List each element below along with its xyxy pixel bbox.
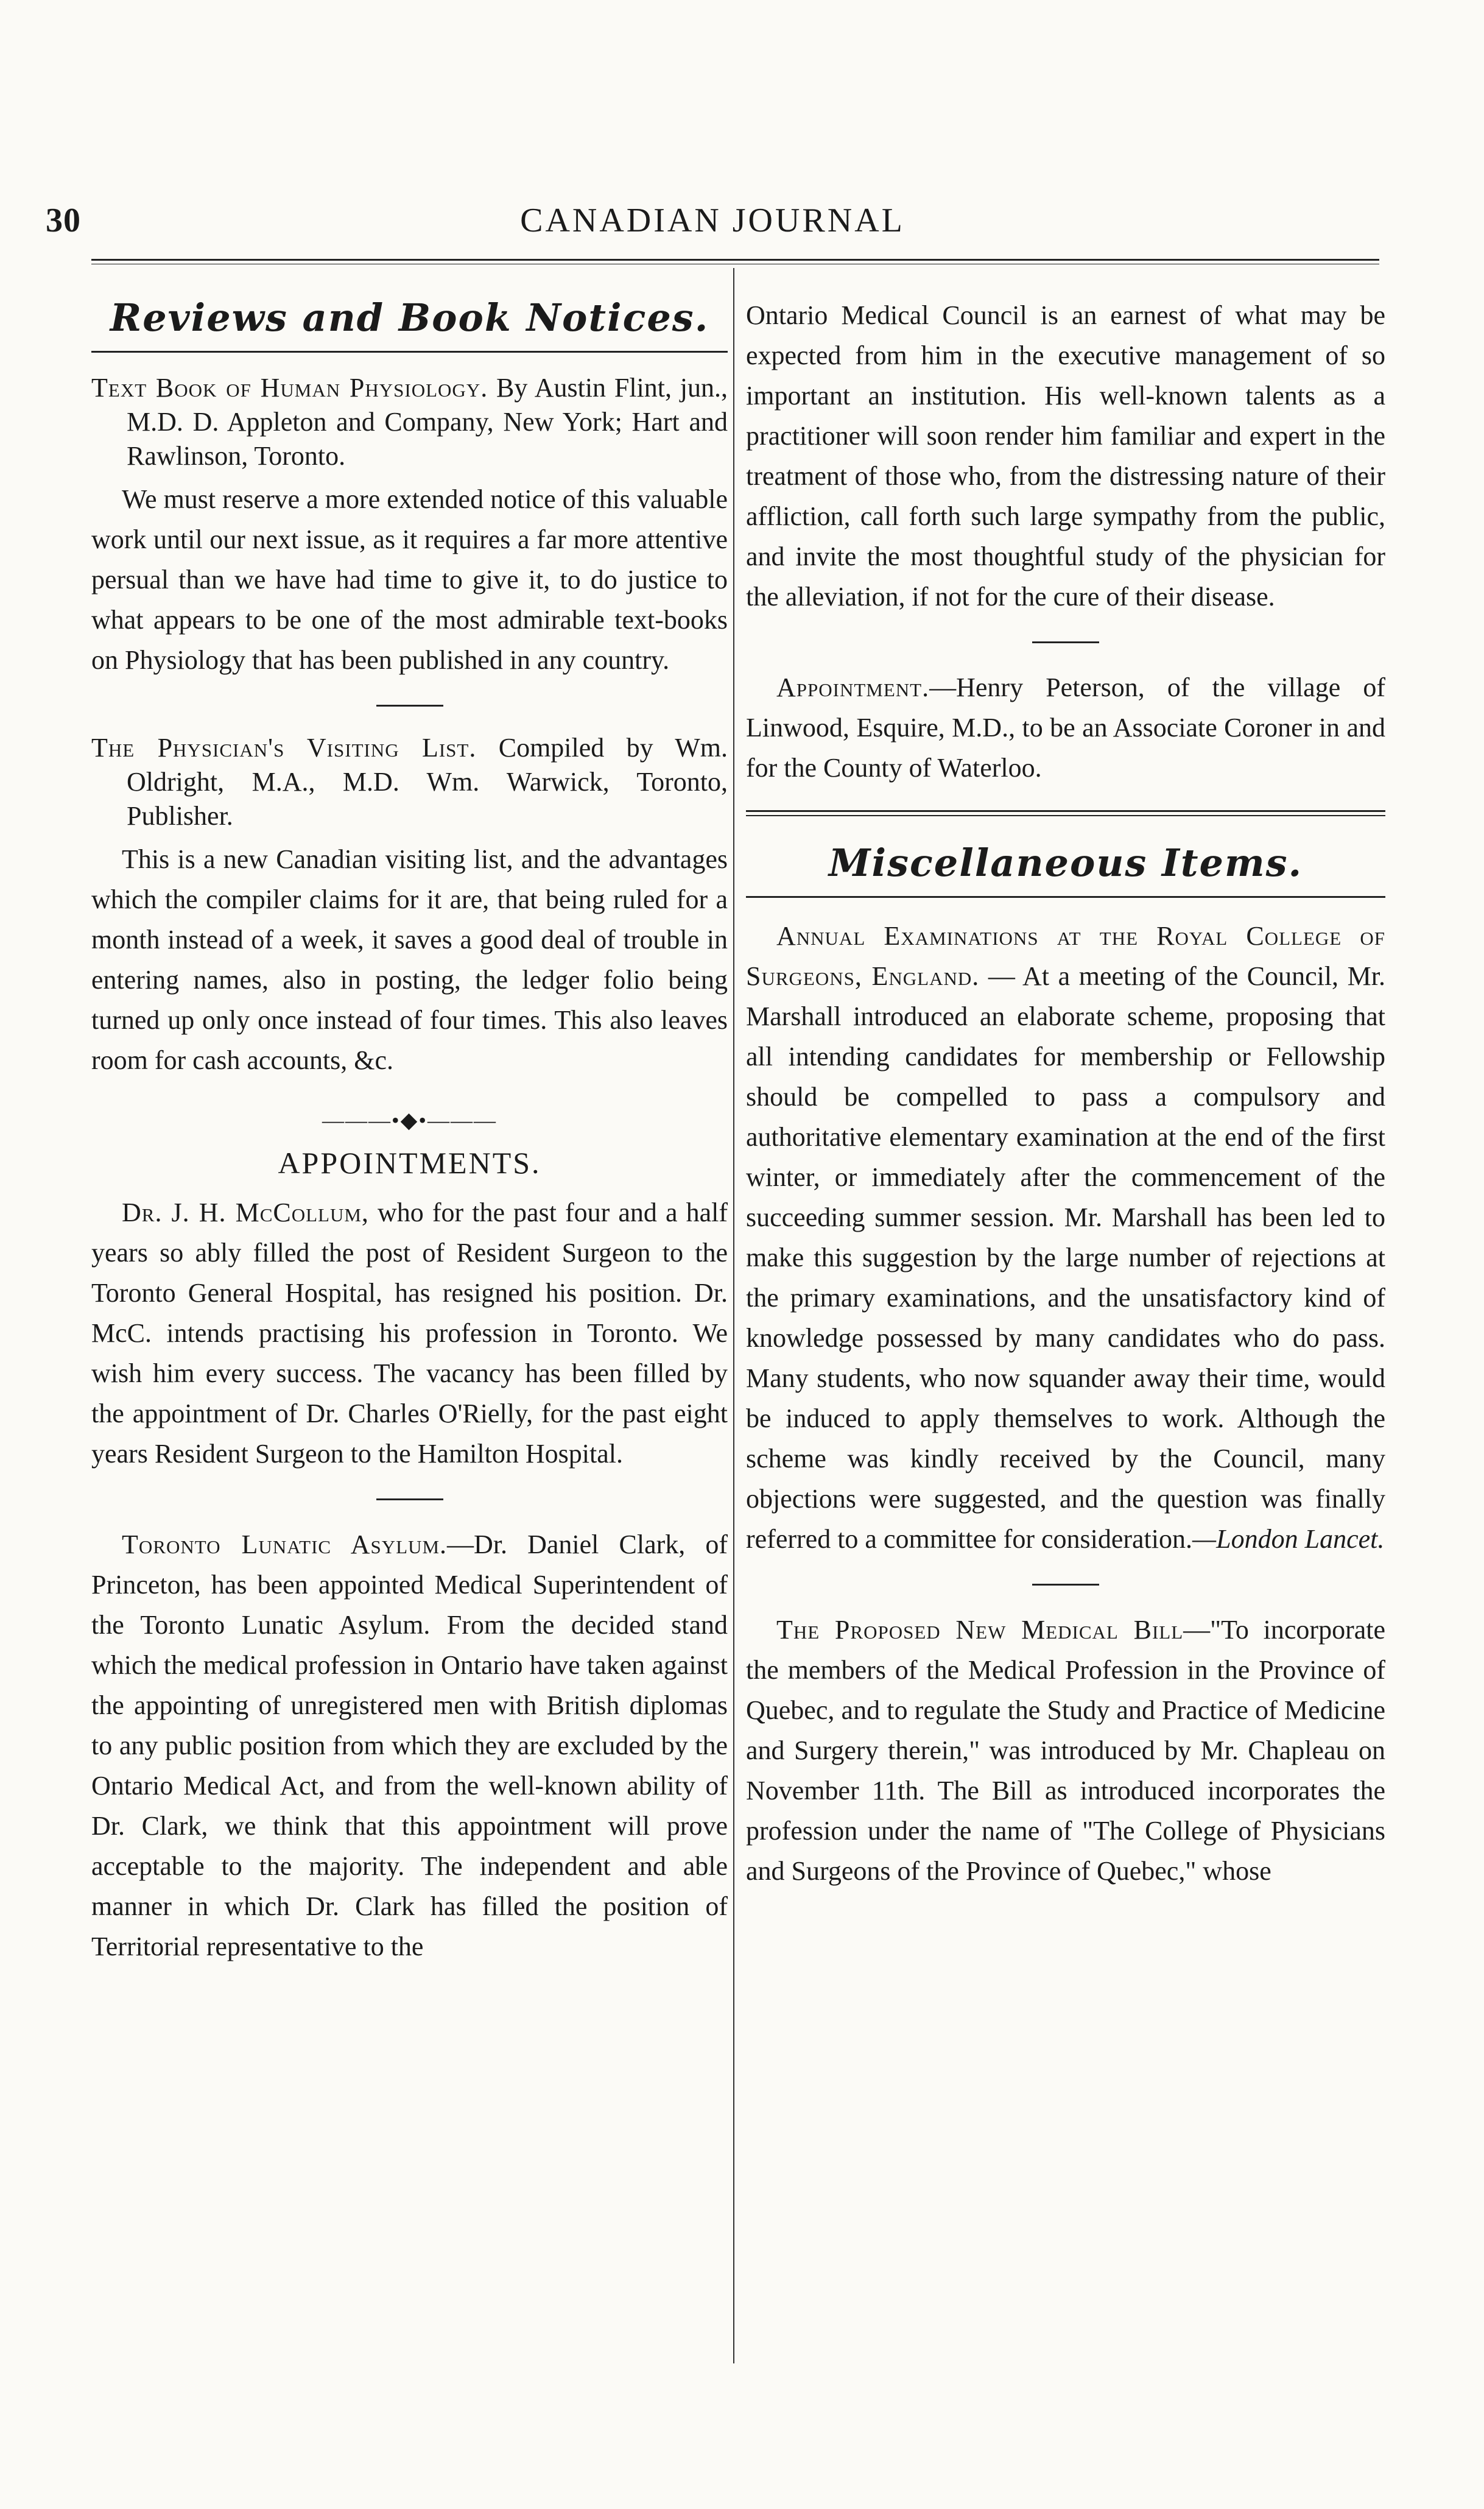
bill-heading: The Proposed New Medical Bill <box>776 1615 1184 1645</box>
short-rule <box>1032 1584 1099 1586</box>
bill-paragraph <box>746 1610 1385 1891</box>
review-body: We must reserve a more extended notice of this valuable work until our next issue, as it requires a far more attentive persual than we have had time to give it, to do justice to what appears to be one of the most admirable text-books on Physiology that has been published in any country. <box>91 484 728 675</box>
appointment-text: who for the past four and a half years so ably filled the post of Resident Surgeon to the Toronto General Hospital, has resigned his position. Dr. McC. intends practising his profession in Toronto. We wish him every success. The vacancy has been filled by the appointment of Dr. Charles O'Rielly, for the past eight years Resident Surgeon to the Hamilton Hospital. <box>91 1198 728 1469</box>
appointment-text: —Henry Peterson, of the village of Linwood, Esquire, M.D., to be an Associate Coroner in and for the County of Waterloo. <box>746 672 1385 783</box>
review-title: Text Book of Human Physiology. <box>91 373 488 403</box>
double-rule <box>746 810 1385 816</box>
review-body: This is a new Canadian visiting list, and the advantages which the compiler claims for it are, that being ruled for a month instead of a week, it saves a good deal of trouble in entering names, also in posting, the ledger folio being turned up only once instead of four times. This also leaves room for cash accounts, &c. <box>91 844 728 1075</box>
left-column <box>91 271 728 1967</box>
ornament-divider: ———•◆•——— <box>322 1108 497 1132</box>
asylum-paragraph <box>91 1525 728 1967</box>
asylum-continued: Ontario Medical Council is an earnest of what may be expected from him in the executive management of so important an institution. His well-known talents as a practitioner will soon render him familiar and expert in the treatment of those who, from the distressing nature of their affliction, call forth such large sympathy from the public, and invite the most thoughtful study of the physician for the alleviation, if not for the cure of their disease. <box>746 300 1385 612</box>
exams-heading: Annual Examinations at the Royal College of Surgeons, England. <box>746 921 1385 991</box>
page-header <box>46 201 1379 250</box>
short-rule <box>1032 641 1099 643</box>
misc-section-title: Miscellaneous Items. <box>828 841 1303 885</box>
reviews-section-title: Reviews and Book Notices. <box>110 295 709 340</box>
review-citation: By Austin Flint, jun., M.D. D. Appleton and Company, New York; Hart and Rawlinson, Toronto. <box>127 373 728 471</box>
review-heading <box>91 371 728 473</box>
asylum-heading: Toronto Lunatic Asylum. <box>122 1530 448 1559</box>
short-rule <box>376 705 443 707</box>
section-rule <box>746 896 1385 898</box>
appointment-paragraph <box>91 1193 728 1474</box>
appointment-name: Dr. J. H. McCollum, <box>122 1198 369 1227</box>
review-citation: Compiled by Wm. Oldright, M.A., M.D. Wm. Warwick, Toronto, Publisher. <box>127 733 728 831</box>
bill-text: —"To incorporate the members of the Medical Profession in the Province of Quebec, and to regulate the Study and Practice of Medicine and Surgery therein," was introduced by Mr. Chapleau on November 11th. The Bill as introduced incorporates the profession under the name of "The College of Physicians and Surgeons of the Province of Quebec," whose <box>746 1615 1385 1886</box>
exams-paragraph <box>746 916 1385 1559</box>
right-column <box>746 271 1385 1891</box>
review-heading <box>91 731 728 833</box>
review-title: The Physician's Visiting List. <box>91 733 477 763</box>
page-number: 30 <box>46 202 81 239</box>
header-rule <box>91 259 1379 264</box>
section-rule <box>91 351 728 353</box>
exams-source: —London Lancet. <box>1192 1524 1385 1554</box>
running-title: CANADIAN JOURNAL <box>520 202 905 239</box>
appointment-heading: Appointment. <box>776 672 930 702</box>
column-divider <box>733 268 734 2363</box>
appointments-heading: APPOINTMENTS. <box>278 1146 541 1180</box>
exams-text: — At a meeting of the Council, Mr. Marshall introduced an elaborate scheme, proposing that all intending candidates for membership or Fellowship should be compelled to pass a compulsory and authoritative elementary examination at the end of the first winter, or immediately after the commencement of the succeeding summer session. Mr. Marshall has been led to make this suggestion by the large number of rejections at the primary examinations, and the unsatisfactory kind of knowledge possessed by many candidates who do pass. Many students, who now squander away their time, would be induced to apply themselves to work. Although the scheme was kindly received by the Council, many objections were suggested, and the question was finally referred to a committee for consideration. <box>746 961 1385 1554</box>
asylum-text: —Dr. Daniel Clark, of Princeton, has been appointed Medical Superintendent of the Toronto Lunatic Asylum. From the decided stand which the medical profession in Ontario have taken against the appointing of unregistered men with British diplomas to any public position from which they are excluded by the Ontario Medical Act, and from the well-known ability of Dr. Clark, we think that this appointment will prove acceptable to the majority. The independent and able manner in which Dr. Clark has filled the position of Territorial representative to the <box>91 1530 728 1961</box>
appointment-paragraph <box>746 668 1385 788</box>
short-rule <box>376 1498 443 1500</box>
